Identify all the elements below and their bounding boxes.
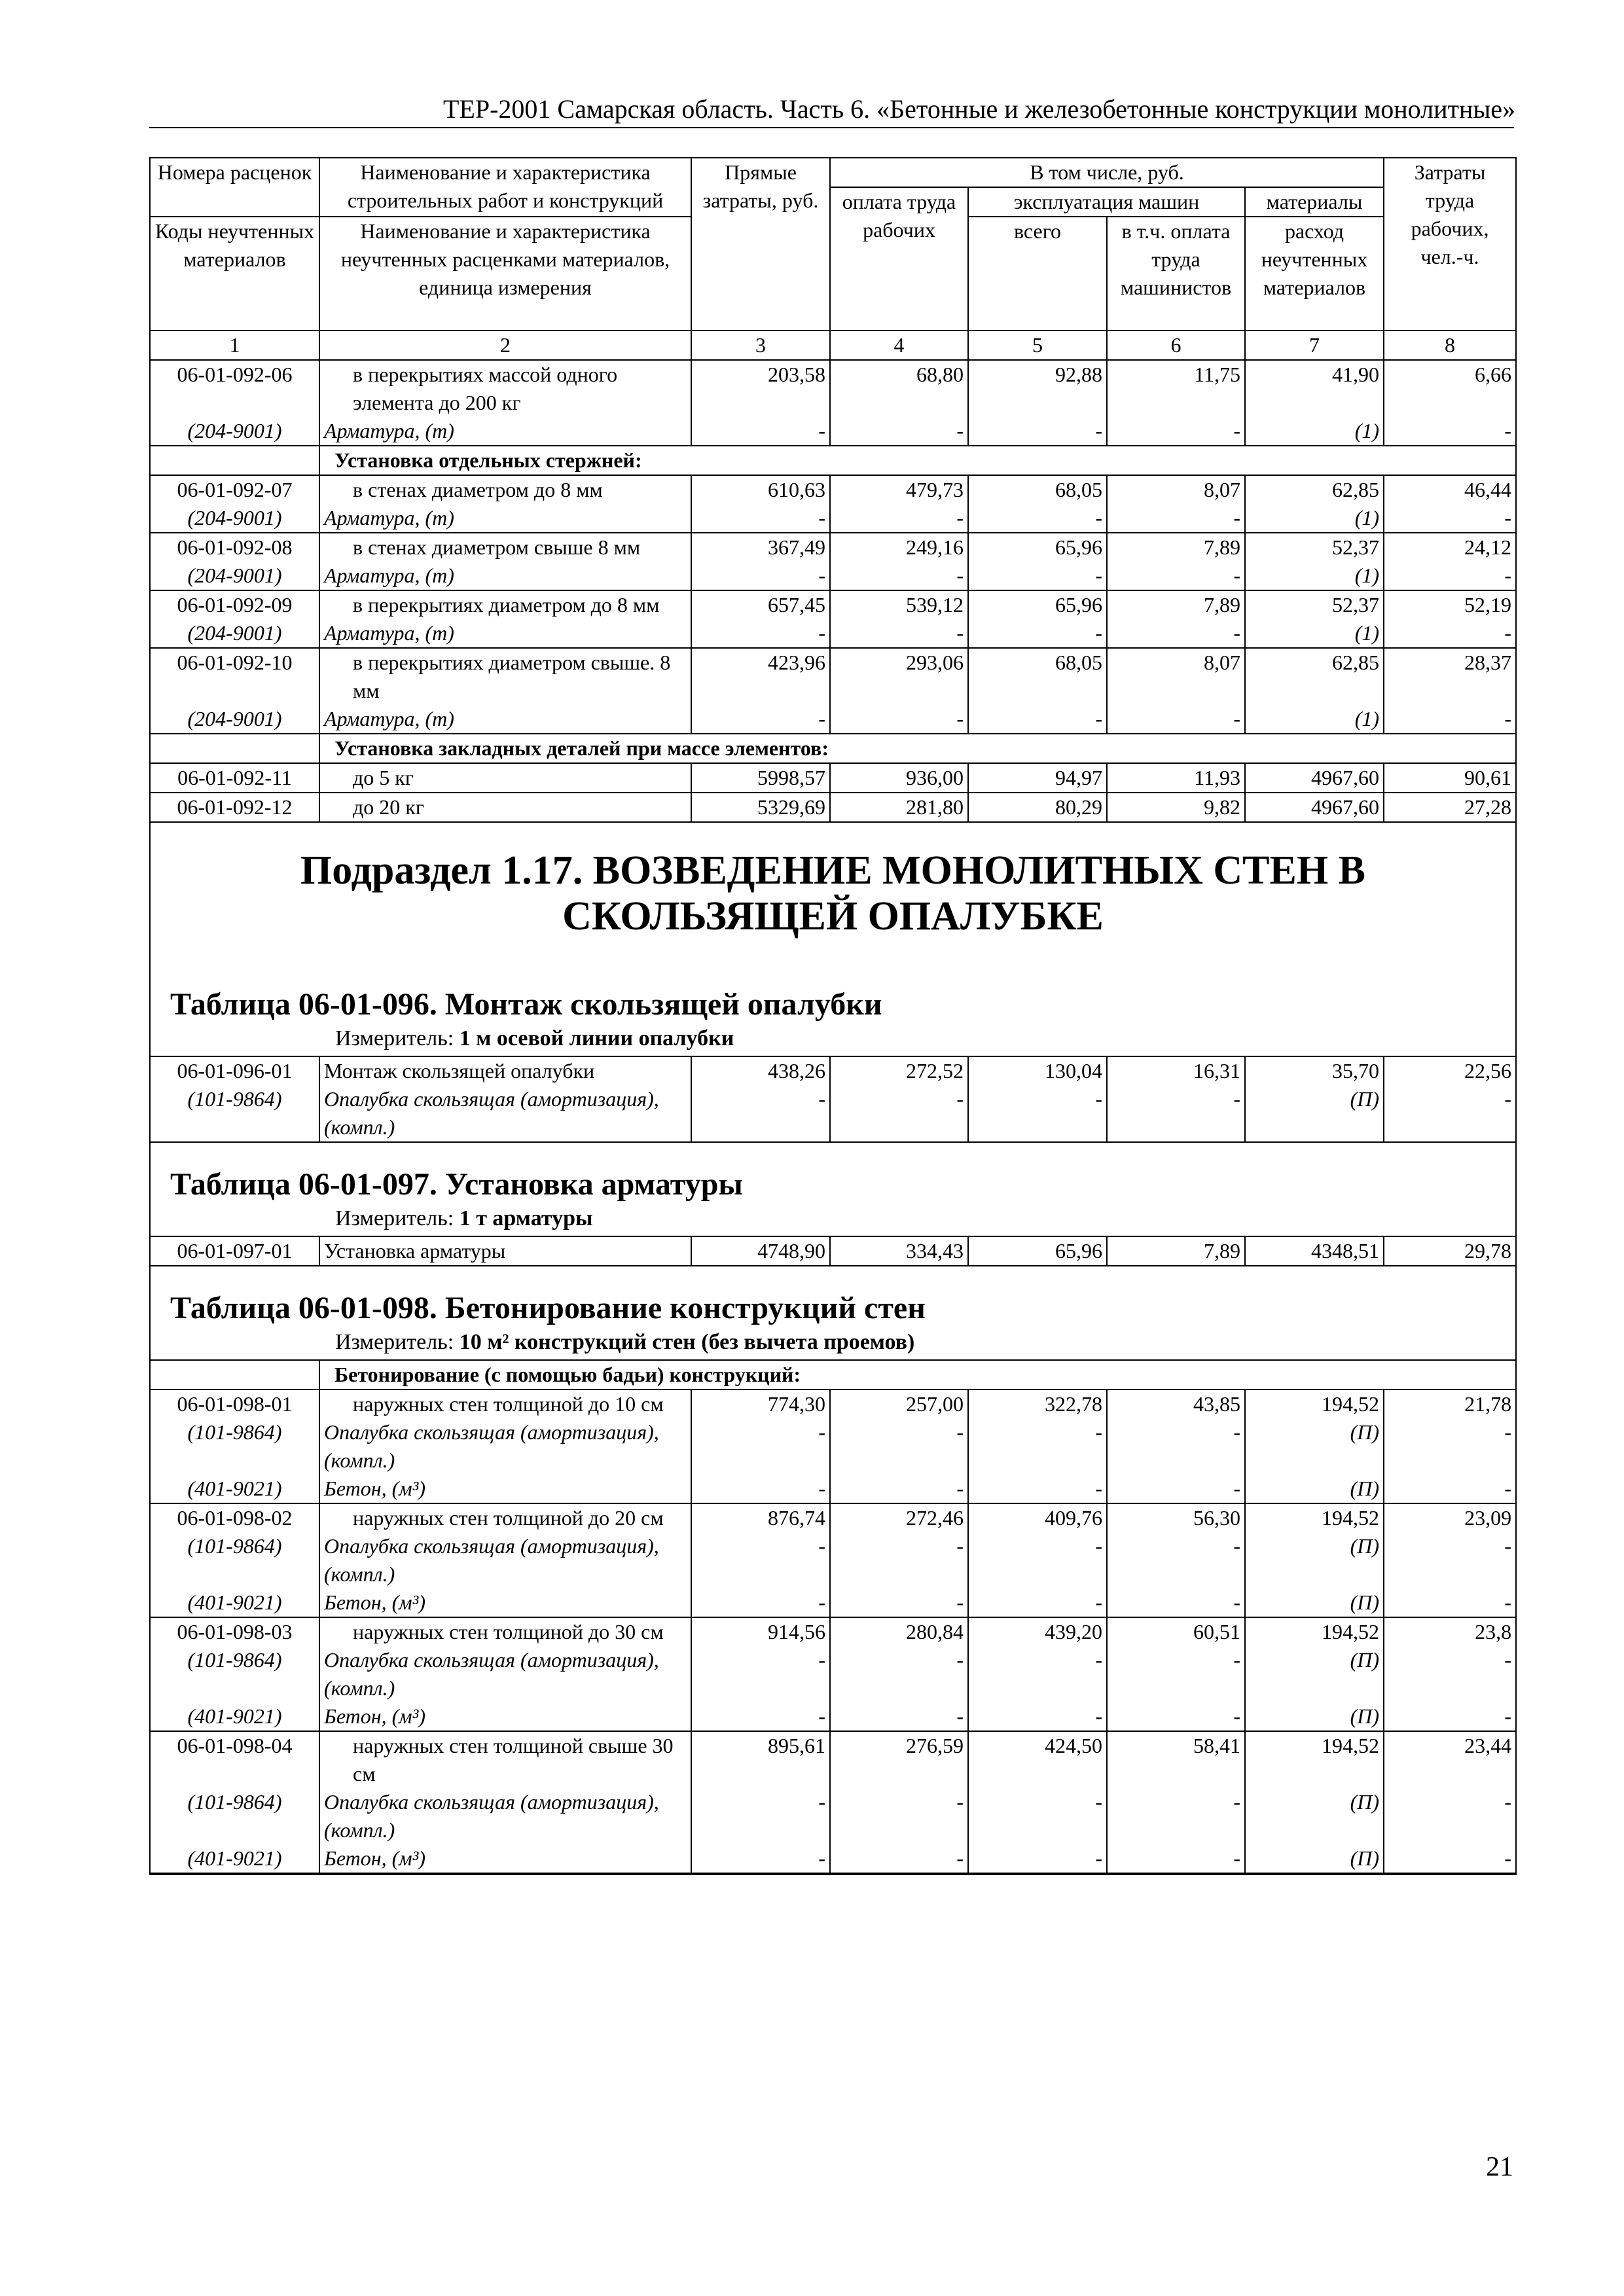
value-cell: - [968, 1646, 1107, 1702]
material-code: (204-9001) [151, 619, 319, 648]
rate-code: 06-01-092-09 [151, 590, 319, 619]
value-cell: 9,82 [1107, 793, 1245, 822]
value-cell: 4748,90 [691, 1236, 830, 1266]
value-cell: - [830, 1646, 968, 1702]
table-row [151, 1236, 1515, 1266]
table-row [151, 763, 1515, 793]
value-cell: (П) [1245, 1418, 1384, 1475]
table-row [151, 1056, 1515, 1085]
value-cell: 23,09 [1384, 1503, 1515, 1532]
table-096-measure: Измеритель: 1 м осевой линии опалубки [335, 1026, 734, 1050]
value-cell: 7,89 [1107, 590, 1245, 619]
section-title: Подраздел 1.17. ВОЗВЕДЕНИЕ МОНОЛИТНЫХ СТЕН В СКОЛЬЗЯЩЕЙ ОПАЛУБКЕ [300, 848, 1365, 939]
value-cell: 68,05 [968, 475, 1107, 504]
value-cell: - [1107, 417, 1245, 446]
work-name: до 5 кг [319, 763, 691, 793]
value-cell: 367,49 [691, 533, 830, 562]
material-name: Опалубка скользящая (амортизация), (компл.) [319, 1646, 691, 1702]
value-cell: 280,84 [830, 1617, 968, 1646]
table-row [151, 1418, 1515, 1475]
header-rule [149, 127, 1514, 128]
material-code: (204-9001) [151, 562, 319, 590]
value-cell: - [691, 1588, 830, 1617]
value-cell: - [1107, 1788, 1245, 1844]
value-cell: - [691, 562, 830, 590]
group-label: Бетонирование (с помощью бадьи) конструкций: [319, 1360, 1515, 1390]
table-row [151, 1788, 1515, 1844]
value-cell: - [830, 1788, 968, 1844]
running-header: ТЕР-2001 Самарская область. Часть 6. «Бетонные и железобетонные конструкции монолитные» [442, 94, 1515, 124]
rate-code: 06-01-098-04 [151, 1731, 319, 1788]
value-cell: 914,56 [691, 1617, 830, 1646]
table-row [151, 793, 1515, 822]
material-name: Арматура, (т) [319, 562, 691, 590]
material-code: (204-9001) [151, 417, 319, 446]
rate-code: 06-01-092-10 [151, 648, 319, 705]
material-code: (401-9021) [151, 1702, 319, 1731]
value-cell: - [968, 504, 1107, 533]
value-cell: - [691, 1844, 830, 1873]
table-row [151, 1588, 1515, 1617]
rates-table [151, 157, 1515, 823]
table-row [151, 446, 1515, 475]
value-cell: 438,26 [691, 1056, 830, 1085]
rate-code: 06-01-098-01 [151, 1390, 319, 1418]
work-name: наружных стен толщиной до 20 см [319, 1503, 691, 1532]
rate-code: 06-01-092-06 [151, 360, 319, 417]
table-row [151, 734, 1515, 763]
table-097-title: Таблица 06-01-097. Установка арматуры [170, 1167, 743, 1202]
value-cell: 409,76 [968, 1503, 1107, 1532]
value-cell: - [691, 619, 830, 648]
value-cell: 24,12 [1384, 533, 1515, 562]
value-cell: 7,89 [1107, 1236, 1245, 1266]
value-cell: - [1107, 1085, 1245, 1142]
table-row [151, 1702, 1515, 1731]
value-cell: 4967,60 [1245, 763, 1384, 793]
material-name: Опалубка скользящая (амортизация), (компл.) [319, 1418, 691, 1475]
material-name: Арматура, (т) [319, 705, 691, 734]
rate-code: 06-01-098-02 [151, 1503, 319, 1532]
value-cell: 52,19 [1384, 590, 1515, 619]
value-cell: - [830, 1844, 968, 1873]
material-name: Опалубка скользящая (амортизация), (компл.) [319, 1532, 691, 1588]
material-name: Опалубка скользящая (амортизация), (компл.) [319, 1788, 691, 1844]
table-097 [151, 1236, 1515, 1266]
value-cell: - [1107, 1475, 1245, 1503]
value-cell: 68,05 [968, 648, 1107, 705]
value-cell: (1) [1245, 417, 1384, 446]
value-cell: 479,73 [830, 475, 968, 504]
material-name: Бетон, (м³) [319, 1844, 691, 1873]
material-name: Бетон, (м³) [319, 1702, 691, 1731]
value-cell: - [1107, 1418, 1245, 1475]
value-cell: 424,50 [968, 1731, 1107, 1788]
value-cell: - [830, 705, 968, 734]
value-cell: (1) [1245, 619, 1384, 648]
value-cell: 5998,57 [691, 763, 830, 793]
table-row [151, 1646, 1515, 1702]
material-code: (101-9864) [151, 1646, 319, 1702]
material-code: (204-9001) [151, 705, 319, 734]
value-cell: - [968, 1844, 1107, 1873]
value-cell: 5329,69 [691, 793, 830, 822]
value-cell: - [691, 1418, 830, 1475]
value-cell: - [830, 619, 968, 648]
material-name: Бетон, (м³) [319, 1588, 691, 1617]
value-cell: (1) [1245, 562, 1384, 590]
material-name: Опалубка скользящая (амортизация), (компл.) [319, 1085, 691, 1142]
value-cell: - [968, 1702, 1107, 1731]
value-cell: - [968, 1475, 1107, 1503]
value-cell: - [968, 1532, 1107, 1588]
value-cell: 281,80 [830, 793, 968, 822]
work-name: наружных стен толщиной до 30 см [319, 1617, 691, 1646]
table-row [151, 1475, 1515, 1503]
value-cell: 60,51 [1107, 1617, 1245, 1646]
value-cell: 423,96 [691, 648, 830, 705]
value-cell: 194,52 [1245, 1617, 1384, 1646]
value-cell: (П) [1245, 1646, 1384, 1702]
value-cell: 90,61 [1384, 763, 1515, 793]
value-cell: 41,90 [1245, 360, 1384, 417]
material-name: Арматура, (т) [319, 417, 691, 446]
table-row [151, 360, 1515, 417]
page-number: 21 [1486, 2152, 1513, 2182]
value-cell: - [1107, 1646, 1245, 1702]
value-cell: 7,89 [1107, 533, 1245, 562]
value-cell: 27,28 [1384, 793, 1515, 822]
group-label: Установка закладных деталей при массе элементов: [319, 734, 1515, 763]
table-row [151, 1617, 1515, 1646]
table-row [151, 475, 1515, 504]
value-cell: - [830, 1702, 968, 1731]
value-cell: 28,37 [1384, 648, 1515, 705]
value-cell: 876,74 [691, 1503, 830, 1532]
value-cell: - [1384, 1085, 1515, 1142]
value-cell: - [830, 562, 968, 590]
table-row [151, 504, 1515, 533]
value-cell: 56,30 [1107, 1503, 1245, 1532]
value-cell: 130,04 [968, 1056, 1107, 1085]
head-machinist-wages: в т.ч. оплата труда машинистов [1107, 217, 1245, 331]
value-cell: (П) [1245, 1532, 1384, 1588]
value-cell: 257,00 [830, 1390, 968, 1418]
table-row [151, 1390, 1515, 1418]
work-name: наружных стен толщиной свыше 30 см [319, 1731, 691, 1788]
head-codes: Номера расценок [151, 158, 319, 217]
value-cell: 22,56 [1384, 1056, 1515, 1085]
value-cell: - [1384, 1702, 1515, 1731]
value-cell: 334,43 [830, 1236, 968, 1266]
material-code: (401-9021) [151, 1844, 319, 1873]
value-cell: - [830, 1085, 968, 1142]
value-cell: - [1107, 705, 1245, 734]
value-cell: (П) [1245, 1788, 1384, 1844]
value-cell: 895,61 [691, 1731, 830, 1788]
column-number: 2 [319, 331, 691, 360]
head-direct: Прямые затраты, руб. [691, 158, 830, 331]
head-material-use: расход неучтенных материалов [1245, 217, 1384, 331]
head-codes-unaccounted: Коды неучтенных материалов [151, 217, 319, 331]
value-cell: - [1384, 705, 1515, 734]
value-cell: 65,96 [968, 533, 1107, 562]
table-096 [151, 1056, 1515, 1143]
rate-code: 06-01-097-01 [151, 1236, 319, 1266]
table-096-title: Таблица 06-01-096. Монтаж скользящей опалубки [170, 987, 882, 1022]
value-cell: - [830, 1475, 968, 1503]
value-cell: 439,20 [968, 1617, 1107, 1646]
material-code: (101-9864) [151, 1788, 319, 1844]
value-cell: 43,85 [1107, 1390, 1245, 1418]
table-row [151, 1532, 1515, 1588]
value-cell: 65,96 [968, 590, 1107, 619]
material-name: Арматура, (т) [319, 619, 691, 648]
table-row [151, 648, 1515, 705]
value-cell: 8,07 [1107, 475, 1245, 504]
value-cell: - [1107, 562, 1245, 590]
value-cell: 94,97 [968, 763, 1107, 793]
value-cell: 610,63 [691, 475, 830, 504]
table-row [151, 533, 1515, 562]
value-cell: - [1384, 1418, 1515, 1475]
value-cell: - [1384, 1588, 1515, 1617]
head-labor: Затраты труда рабочих, чел.-ч. [1384, 158, 1515, 331]
column-number: 7 [1245, 331, 1384, 360]
value-cell: - [691, 417, 830, 446]
value-cell: 272,52 [830, 1056, 968, 1085]
value-cell: 194,52 [1245, 1731, 1384, 1788]
value-cell: 249,16 [830, 533, 968, 562]
work-name: в стенах диаметром до 8 мм [319, 475, 691, 504]
head-machines-total: всего [968, 217, 1107, 331]
value-cell: - [1384, 417, 1515, 446]
value-cell: 29,78 [1384, 1236, 1515, 1266]
value-cell: 80,29 [968, 793, 1107, 822]
value-cell: - [691, 1646, 830, 1702]
work-name: Установка арматуры [319, 1236, 691, 1266]
value-cell: 276,59 [830, 1731, 968, 1788]
value-cell: (1) [1245, 705, 1384, 734]
value-cell: - [691, 1085, 830, 1142]
code-empty [151, 734, 319, 763]
value-cell: - [1384, 1475, 1515, 1503]
rate-code: 06-01-092-08 [151, 533, 319, 562]
value-cell: 194,52 [1245, 1503, 1384, 1532]
material-code: (204-9001) [151, 504, 319, 533]
value-cell: - [1107, 1588, 1245, 1617]
value-cell: 58,41 [1107, 1731, 1245, 1788]
value-cell: - [830, 1588, 968, 1617]
column-number: 1 [151, 331, 319, 360]
value-cell: (П) [1245, 1475, 1384, 1503]
value-cell: 4967,60 [1245, 793, 1384, 822]
material-code: (101-9864) [151, 1418, 319, 1475]
table-row [151, 619, 1515, 648]
work-name: до 20 кг [319, 793, 691, 822]
rate-code: 06-01-092-12 [151, 793, 319, 822]
rate-code: 06-01-092-07 [151, 475, 319, 504]
value-cell: 6,66 [1384, 360, 1515, 417]
table-098-title: Таблица 06-01-098. Бетонирование конструкций стен [170, 1291, 926, 1325]
value-cell: - [1384, 562, 1515, 590]
value-cell: - [1384, 504, 1515, 533]
value-cell: 23,8 [1384, 1617, 1515, 1646]
table-row [151, 1360, 1515, 1390]
value-cell: - [1107, 619, 1245, 648]
table-097-measure: Измеритель: 1 т арматуры [335, 1206, 593, 1230]
value-cell: 62,85 [1245, 475, 1384, 504]
value-cell: 11,75 [1107, 360, 1245, 417]
value-cell: - [691, 1532, 830, 1588]
column-number: 4 [830, 331, 968, 360]
head-name-unaccounted: Наименование и характеристика неучтенных расценками материалов, единица измерения [319, 217, 691, 331]
material-code: (101-9864) [151, 1532, 319, 1588]
table-row [151, 1503, 1515, 1532]
material-code: (401-9021) [151, 1588, 319, 1617]
column-number: 5 [968, 331, 1107, 360]
value-cell: - [968, 417, 1107, 446]
rate-code: 06-01-092-11 [151, 763, 319, 793]
value-cell: 16,31 [1107, 1056, 1245, 1085]
work-name: Монтаж скользящей опалубки [319, 1056, 691, 1085]
head-wages: оплата труда рабочих [830, 187, 968, 331]
value-cell: 21,78 [1384, 1390, 1515, 1418]
value-cell: - [1107, 1702, 1245, 1731]
value-cell: 35,70 [1245, 1056, 1384, 1085]
value-cell: 203,58 [691, 360, 830, 417]
value-cell: 293,06 [830, 648, 968, 705]
head-name: Наименование и характеристика строительных работ и конструкций [319, 158, 691, 217]
group-label: Установка отдельных стержней: [319, 446, 1515, 475]
column-number: 3 [691, 331, 830, 360]
rate-code: 06-01-096-01 [151, 1056, 319, 1085]
value-cell: 46,44 [1384, 475, 1515, 504]
value-cell: - [1107, 1532, 1245, 1588]
table-098-measure: Измеритель: 10 м² конструкций стен (без вычета проемов) [335, 1330, 915, 1354]
code-empty [151, 1360, 319, 1390]
value-cell: - [691, 705, 830, 734]
value-cell: - [968, 619, 1107, 648]
head-incl: В том числе, руб. [830, 158, 1384, 187]
value-cell: 68,80 [830, 360, 968, 417]
work-name: в стенах диаметром свыше 8 мм [319, 533, 691, 562]
value-cell: (П) [1245, 1588, 1384, 1617]
value-cell: - [691, 1475, 830, 1503]
value-cell: 4348,51 [1245, 1236, 1384, 1266]
value-cell: - [1384, 1646, 1515, 1702]
value-cell: - [968, 1418, 1107, 1475]
value-cell: 11,93 [1107, 763, 1245, 793]
value-cell: - [1384, 1844, 1515, 1873]
table-row [151, 1844, 1515, 1873]
value-cell: 657,45 [691, 590, 830, 619]
value-cell: - [968, 705, 1107, 734]
value-cell: 322,78 [968, 1390, 1107, 1418]
value-cell: 65,96 [968, 1236, 1107, 1266]
value-cell: - [968, 562, 1107, 590]
value-cell: (П) [1245, 1844, 1384, 1873]
column-number: 8 [1384, 331, 1515, 360]
value-cell: - [830, 417, 968, 446]
table-row [151, 1731, 1515, 1788]
value-cell: - [830, 504, 968, 533]
value-cell: - [968, 1588, 1107, 1617]
column-number: 6 [1107, 331, 1245, 360]
value-cell: - [691, 504, 830, 533]
value-cell: 936,00 [830, 763, 968, 793]
value-cell: 8,07 [1107, 648, 1245, 705]
material-name: Бетон, (м³) [319, 1475, 691, 1503]
head-materials: материалы [1245, 187, 1384, 217]
value-cell: - [1384, 1532, 1515, 1588]
value-cell: (П) [1245, 1702, 1384, 1731]
code-empty [151, 446, 319, 475]
material-code: (401-9021) [151, 1475, 319, 1503]
work-name: в перекрытиях диаметром до 8 мм [319, 590, 691, 619]
value-cell: - [1107, 1844, 1245, 1873]
table-row [151, 1085, 1515, 1142]
document-body [149, 157, 1517, 1875]
material-code: (101-9864) [151, 1085, 319, 1142]
work-name: наружных стен толщиной до 10 см [319, 1390, 691, 1418]
rate-code: 06-01-098-03 [151, 1617, 319, 1646]
value-cell: - [691, 1788, 830, 1844]
value-cell: (1) [1245, 504, 1384, 533]
value-cell: 539,12 [830, 590, 968, 619]
value-cell: - [1107, 504, 1245, 533]
value-cell: - [691, 1702, 830, 1731]
table-row [151, 562, 1515, 590]
work-name: в перекрытиях массой одного элемента до 200 кг [319, 360, 691, 417]
value-cell: - [830, 1532, 968, 1588]
head-machines: эксплуатация машин [968, 187, 1245, 217]
value-cell: - [830, 1418, 968, 1475]
value-cell: 194,52 [1245, 1390, 1384, 1418]
table-row [151, 590, 1515, 619]
material-name: Арматура, (т) [319, 504, 691, 533]
table-098 [151, 1359, 1515, 1874]
value-cell: 23,44 [1384, 1731, 1515, 1788]
value-cell: - [1384, 1788, 1515, 1844]
value-cell: 272,46 [830, 1503, 968, 1532]
value-cell: - [968, 1085, 1107, 1142]
value-cell: - [968, 1788, 1107, 1844]
value-cell: 52,37 [1245, 590, 1384, 619]
table-row [151, 417, 1515, 446]
value-cell: 92,88 [968, 360, 1107, 417]
value-cell: (П) [1245, 1085, 1384, 1142]
value-cell: 774,30 [691, 1390, 830, 1418]
value-cell: 52,37 [1245, 533, 1384, 562]
value-cell: 62,85 [1245, 648, 1384, 705]
value-cell: - [1384, 619, 1515, 648]
work-name: в перекрытиях диаметром свыше. 8 мм [319, 648, 691, 705]
table-row [151, 705, 1515, 734]
